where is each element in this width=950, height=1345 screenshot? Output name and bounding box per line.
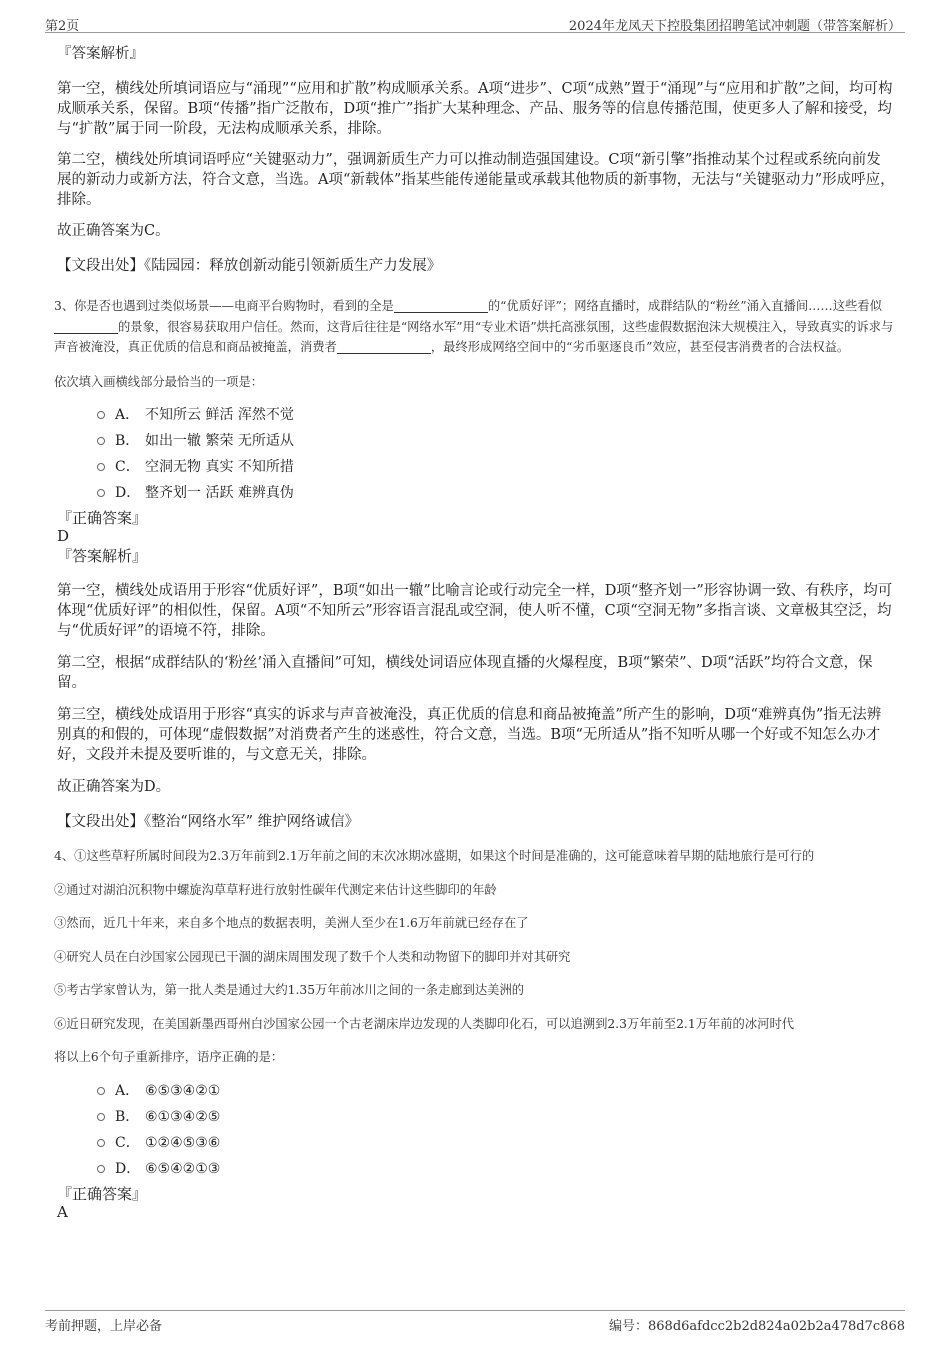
blank-3 [337,339,431,354]
radio-button[interactable] [97,411,105,419]
page-number: 第2页 [45,19,80,34]
analysis-conclusion: 故正确答案为C。 [57,223,170,239]
option-text: 不知所云 鲜活 浑然不觉 [145,407,294,423]
option-letter: A． [115,1082,140,1099]
option-text: ⑥①③④②⑤ [145,1108,221,1125]
option-letter: C． [115,459,140,475]
option-c[interactable] [57,1130,895,1156]
radio-button[interactable] [97,1087,105,1095]
question-4-sentence: 4、①这些草籽所属时间段为2.3万年前到2.1万年前之间的末次冰期冰盛期，如果这个时间是准确的，这可能意味着早期的陆地旅行是可行的 [54,849,815,863]
question-3-stem [54,296,895,358]
question-3-options [57,402,895,506]
document-id: 编号：868d6afdcc2b2d824a02b2a478d7c868 [609,1319,905,1334]
option-a[interactable] [57,402,895,428]
radio-button[interactable] [97,1165,105,1173]
analysis-label: 『答案解析』 [57,547,148,565]
option-b[interactable] [57,1104,895,1130]
radio-button[interactable] [97,1139,105,1147]
question-4-sentence: ③然而，近几十年来，来自多个地点的数据表明，美洲人至少在1.6万年前就已经存在了 [54,916,529,930]
option-text: 整齐划一 活跃 难辨真伪 [145,485,294,501]
analysis-label: 『答案解析』 [57,46,144,62]
question-4-sentence: ⑤考古学家曾认为，第一批人类是通过大约1.35万年前冰川之间的一条走廊到达美洲的 [54,983,525,997]
document-title: 2024年龙凤天下控股集团招聘笔试冲刺题（带答案解析） [568,19,901,34]
source-citation: 【文段出处】《整治“网络水军” 维护网络诚信》 [57,814,360,830]
analysis-paragraph: 第三空，横线处成语用于形容“真实的诉求与声音被淹没，真正优质的信息和商品被掩盖”所产生的影响，D项“难辨真伪”指无法辨别真的和假的，可体现“虚假数据”对消费者产生的迷惑性，符合文意，当选。B项“无所适从”指不知听从哪一个好或不知怎么办才好，文段并未提及要听谁的，与文意无关，排除。 [57,707,882,763]
correct-answer-label: 『正确答案』 [57,509,148,527]
option-text: ⑥⑤③④②① [145,1082,221,1099]
question-4-sentence: ⑥近日研究发现，在美国新墨西哥州白沙国家公园一个古老湖床岸边发现的人类脚印化石，可以追溯到2.3万年前至2.1万年前的冰河时代 [54,1016,795,1031]
option-letter: D． [115,485,141,501]
question-4-sentence: ②通过对湖泊沉积物中螺旋沟草草籽进行放射性碳年代测定来估计这些脚印的年龄 [54,882,497,897]
blank-1 [394,298,488,313]
option-letter: D． [115,1160,141,1177]
question-3-text: ，最终形成网络空间中的“劣币驱逐良币”效应，甚至侵害消费者的合法权益。 [430,340,850,354]
question-4-prompt: 将以上6个句子重新排序，语序正确的是： [54,1050,284,1064]
option-c[interactable] [57,454,895,480]
analysis-conclusion: 故正确答案为D。 [57,779,171,795]
option-text: 空洞无物 真实 不知所措 [145,459,294,475]
option-text: ⑥⑤④②①③ [145,1160,221,1177]
page-header [45,12,905,33]
footer-slogan: 考前押题，上岸必备 [45,1319,163,1334]
radio-button[interactable] [97,437,105,445]
question-4-sentence: ④研究人员在白沙国家公园现已干涸的湖床周围发现了数千个人类和动物留下的脚印并对其研究 [54,949,571,964]
option-letter: C． [115,1134,140,1151]
option-text: ①②④⑤③⑥ [145,1134,221,1151]
question-4-options [57,1078,895,1182]
option-letter: A． [115,407,140,423]
radio-button[interactable] [97,463,105,471]
question-3-text: 的景象，很容易获取用户信任。然而，这背后往往是“网络水军”用“专业术语”烘托高涨氛围，这些虚假数据泡沫大规模注入，导致真实的诉求与声音被淹没，真正优质的信息和商品被掩盖，消费者 [54,319,894,354]
radio-button[interactable] [97,489,105,497]
analysis-paragraph: 第一空，横线处所填词语应与“涌现”“应用和扩散”构成顺承关系。A项“进步”、C项“成熟”置于“涌现”与“应用和扩散”之间，均可构成顺承关系，保留。B项“传播”指广泛散布，D项“推广”指扩大某种理念、产品、服务等的信息传播范围，使更多人了解和接受，均与“扩散”属于同一阶段，无法构成顺承关系，排除。 [57,81,893,137]
correct-answer-label: 『正确答案』 [57,1184,148,1203]
analysis-paragraph: 第一空，横线处成语用于形容“优质好评”，B项“如出一辙”比喻言论或行动完全一样，D项“整齐划一”形容协调一致、有秩序，均可体现“优质好评”的相似性，保留。A项“不知所云”形容语言混乱或空洞，使人听不懂，C项“空洞无物”多指言谈、文章极其空泛，均与“优质好评”的语境不符，排除。 [57,583,893,639]
question-3-text: 的“优质好评”；网络直播时，成群结队的“粉丝”涌入直播间……这些看似 [487,299,882,313]
question-3-text: 3、你是否也遇到过类似场景——电商平台购物时，看到的全是 [54,299,394,313]
radio-button[interactable] [97,1113,105,1121]
option-letter: B． [115,1108,140,1125]
correct-answer: D [57,527,70,545]
option-d[interactable] [57,480,895,506]
analysis-paragraph: 第二空，横线处所填词语呼应“关键驱动力”，强调新质生产力可以推动制造强国建设。C项“新引擎”指推动某个过程或系统向前发展的新动力或新方法，符合文意，当选。A项“新载体”指某些能传递能量或承载其他物质的新事物，无法与“关键驱动力”形成呼应，排除。 [57,152,895,208]
source-citation: 【文段出处】《陆园园：释放创新动能引领新质生产力发展》 [57,258,442,274]
analysis-paragraph: 第二空，根据“成群结队的‘粉丝’涌入直播间”可知，横线处词语应体现直播的火爆程度，B项“繁荣”、D项“活跃”均符合文意，保留。 [57,655,873,691]
document-content [54,44,895,1221]
correct-answer: A [57,1202,68,1221]
option-b[interactable] [57,428,895,454]
option-a[interactable] [57,1078,895,1104]
option-text: 如出一辙 繁荣 无所适从 [145,433,294,449]
page-footer [45,1310,905,1333]
question-3-prompt: 依次填入画横线部分最恰当的一项是： [54,374,264,389]
blank-2 [54,319,118,334]
option-d[interactable] [57,1156,895,1182]
option-letter: B． [115,433,140,449]
